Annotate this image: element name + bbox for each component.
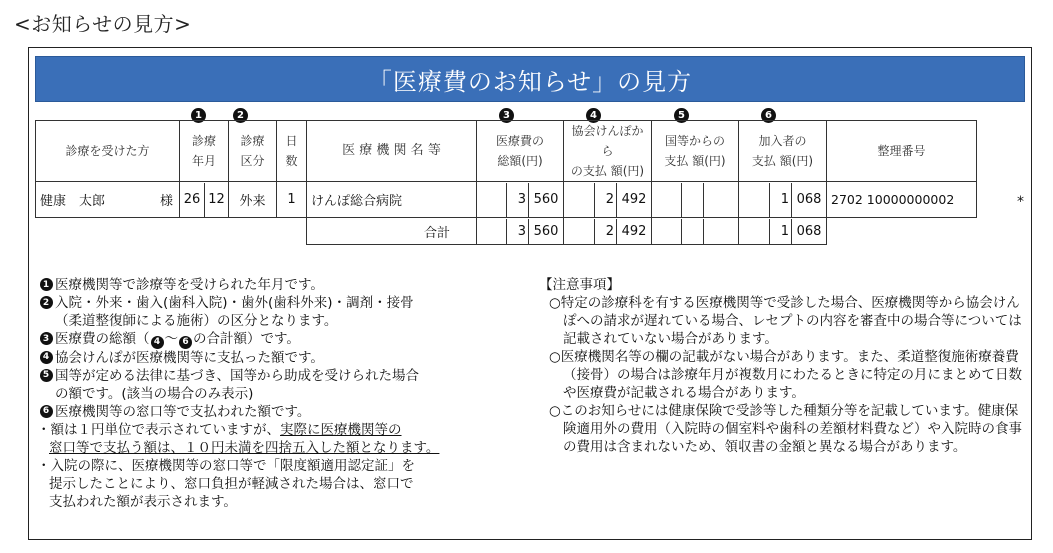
caution-item-1: ○特定の診療科を有する医療機関等で受診した場合、医療機関等から協会けんぽへの請求が遅れている場合、レセプトの内容を審査中の場合等については記載されていない場合があります。 — [549, 295, 1022, 347]
note-2: 2 入院・外来・歯入(歯科入院)・歯外(歯科外来)・調剤・接骨 （柔道整復師による施術）の区分となります。 — [37, 294, 523, 330]
cell-kyokai: 2 492 — [564, 182, 652, 218]
totals-total: 3 560 — [477, 218, 564, 245]
header-total: 医療費の 総額(円) — [477, 121, 564, 182]
cell-patient: 健康 太郎 様 — [36, 182, 180, 218]
ref-asterisk: * — [1017, 194, 1024, 210]
marker-6: 6 — [761, 108, 776, 123]
marker-4-inline-icon: 4 — [151, 336, 164, 349]
cell-gov — [652, 182, 739, 218]
cell-ref: 2702 10000000002 — [827, 182, 977, 218]
header-class: 診療 区分 — [229, 121, 277, 182]
marker-1: 1 — [191, 108, 206, 123]
cell-month: 26 12 — [180, 182, 229, 218]
marker-5: 5 — [674, 108, 689, 123]
cell-class: 外来 — [229, 182, 277, 218]
note-4: 4 協会けんぽが医療機関等に支払った額です。 — [37, 349, 523, 367]
legend-notes — [37, 276, 523, 511]
note-5: 5 国等が定める法律に基づき、国等から助成を受けられた場合 の額です。(該当の場合のみ表示) — [37, 367, 523, 403]
banner-title: 「医療費のお知らせ」の見方 — [35, 56, 1025, 102]
marker-4-icon: 4 — [40, 351, 53, 364]
header-patient: 診療を受けた方 — [36, 121, 180, 182]
marker-2-icon: 2 — [40, 296, 53, 309]
cell-patient-pay: 1 068 — [739, 182, 827, 218]
note-rounding: ・額は１円単位で表示されていますが、実際に医療機関等の 窓口等で支払う額は、１０円未満を四捨五入した額となります。 — [37, 421, 440, 456]
cell-facility: けんぽ総合病院 — [307, 182, 477, 218]
cell-total: 3 560 — [477, 182, 564, 218]
marker-2: 2 — [233, 108, 248, 123]
totals-row — [36, 218, 977, 245]
totals-patient-pay: 1 068 — [739, 218, 827, 245]
caution-notes — [539, 276, 1029, 456]
header-kyokai: 協会けんぽから の支払 額(円) — [564, 121, 652, 182]
marker-6-icon: 6 — [40, 405, 53, 418]
note-1: 1 医療機関等で診療等を受けられた年月です。 — [37, 276, 523, 294]
note-limit-certificate: ・入院の際に、医療機関等の窓口等で「限度額適用認定証」を 提示したことにより、窓口負担が軽減された場合は、窓口で 支払われた額が表示されます。 — [37, 457, 415, 510]
header-facility: 医 療 機 関 名 等 — [307, 121, 477, 182]
header-ref: 整理番号 — [827, 121, 977, 182]
header-days: 日 数 — [277, 121, 307, 182]
header-gov: 国等からの 支払 額(円) — [652, 121, 739, 182]
medical-fee-table — [35, 120, 977, 245]
marker-3: 3 — [499, 108, 514, 123]
table-row — [36, 182, 977, 218]
marker-1-icon: 1 — [40, 278, 53, 291]
header-month: 診療 年月 — [180, 121, 229, 182]
totals-gov — [652, 218, 739, 245]
totals-label: 合計 — [307, 218, 477, 245]
caution-title: 【注意事項】 — [539, 277, 620, 293]
cell-days: 1 — [277, 182, 307, 218]
table-header-row — [36, 121, 977, 182]
page-heading: <お知らせの見方> — [14, 12, 192, 36]
caution-item-3: ○このお知らせには健康保険で受診等した種類分等を記載しています。健康保険適用外の費用（入院時の個室料や歯科の差額材料費など）や入院時の食事の費用は含まれないため、領収書の金額と異なる場合があります。 — [549, 403, 1022, 455]
header-patient-pay: 加入者の 支払 額(円) — [739, 121, 827, 182]
totals-kyokai: 2 492 — [564, 218, 652, 245]
marker-4: 4 — [586, 108, 601, 123]
notice-guide-frame — [28, 47, 1032, 540]
marker-5-icon: 5 — [40, 369, 53, 382]
marker-3-icon: 3 — [40, 332, 53, 345]
note-6: 6 医療機関等の窓口等で支払われた額です。 — [37, 403, 523, 421]
marker-6-inline-icon: 6 — [179, 336, 192, 349]
note-3: 3 医療費の総額（ 4 ～ 6 の合計額）です。 — [37, 330, 523, 349]
caution-item-2: ○医療機関名等の欄の記載がない場合があります。また、柔道整復施術療養費（接骨）の場合は診療年月が複数月にわたるときに特定の月にまとめて日数や医療費が記載される場合があります。 — [549, 349, 1022, 401]
